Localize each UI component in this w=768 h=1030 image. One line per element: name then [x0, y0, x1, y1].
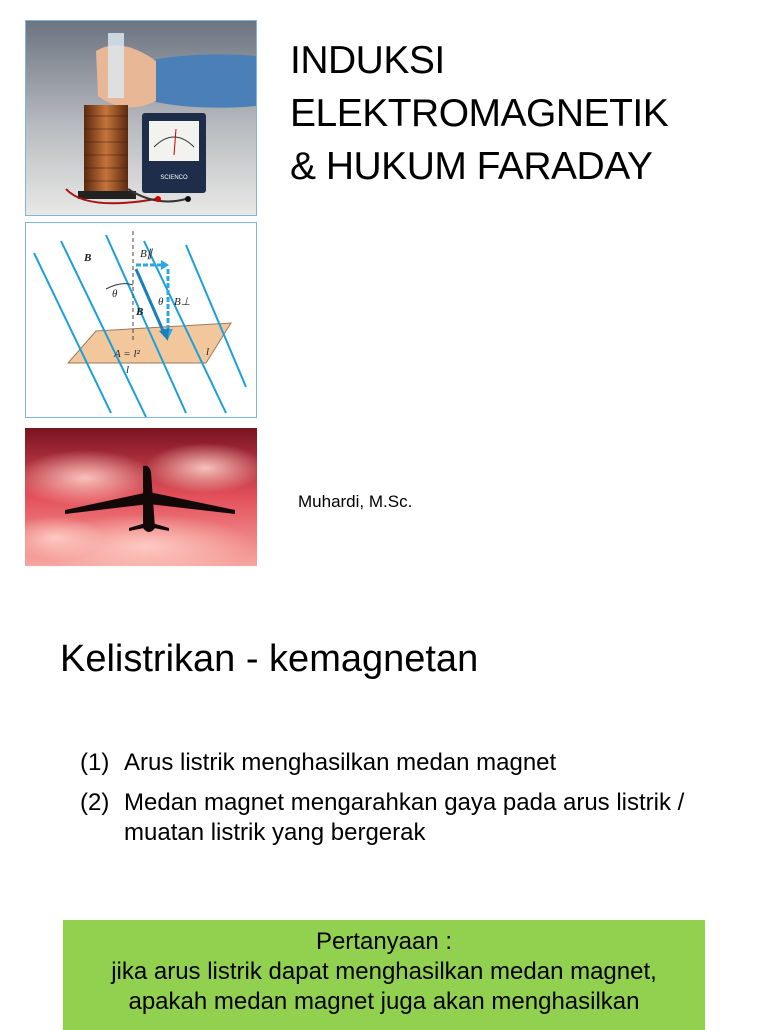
question-heading: Pertanyaan : [315, 928, 453, 955]
slide-title [290, 34, 750, 193]
title-line-3: & HUKUM FARADAY [290, 145, 653, 188]
list-text: Medan magnet mengarahkan gaya pada arus listrik / muatan listrik yang bergerak [124, 789, 685, 846]
label-b-parallel: B∥ [140, 248, 153, 260]
list-text: Arus listrik menghasilkan medan magnet [124, 749, 557, 776]
flux-graphic [26, 223, 256, 417]
label-b-center: B [136, 306, 144, 318]
author-name: Muhardi, M.Sc. [298, 492, 413, 511]
meter-brand: SCIENCO [160, 175, 188, 181]
label-l-side: l [206, 346, 210, 358]
label-l-bottom: l [126, 364, 130, 376]
airplane-graphic [25, 428, 257, 566]
title-line-1: INDUKSI [290, 39, 445, 82]
coil-photo-graphic [26, 21, 256, 215]
list-number: (2) [80, 789, 110, 816]
sleeve [146, 54, 256, 107]
list-item [80, 748, 720, 778]
label-area: A = l² [114, 348, 140, 360]
slide-2-title: Kelistrikan - kemagnetan [60, 638, 479, 680]
airplane-sunset-photo [25, 428, 257, 566]
question-line-1: jika arus listrik dapat menghasilkan medan magnet, [111, 958, 657, 985]
label-theta-2: θ [158, 296, 164, 308]
title-line-2: ELEKTROMAGNETIK [290, 92, 669, 135]
numbered-list [80, 748, 720, 858]
label-b-left: B [84, 252, 92, 264]
question-box [63, 920, 705, 1030]
question-line-2: apakah medan magnet juga akan menghasilkan [128, 988, 640, 1015]
label-theta-1: θ [112, 288, 118, 300]
list-item [80, 788, 720, 848]
slide-2 [0, 586, 768, 1024]
coil-galvanometer-photo [25, 20, 257, 216]
magnetic-flux-diagram [25, 222, 257, 418]
magnet-tube [108, 33, 124, 98]
list-number: (1) [80, 749, 110, 776]
label-b-perp: B⊥ [174, 296, 191, 308]
